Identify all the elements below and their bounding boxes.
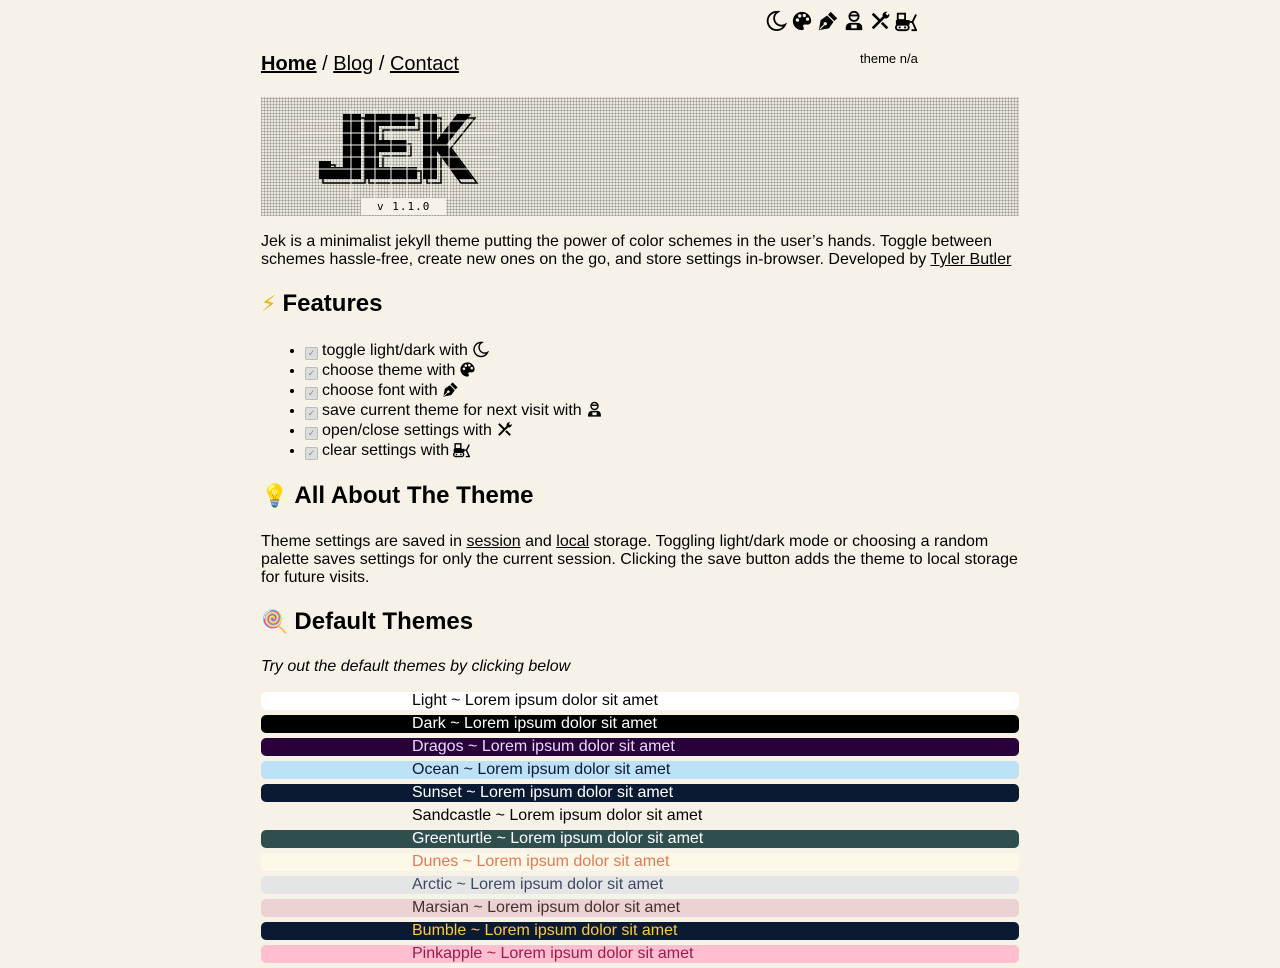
default-themes-heading bbox=[261, 608, 473, 636]
palette-icon bbox=[791, 10, 813, 37]
lightbulb-icon: 💡 bbox=[261, 483, 289, 509]
theme-button-marsian[interactable]: Marsian ~ Lorem ipsum dolor sit amet bbox=[261, 899, 1019, 917]
default-themes-title: Default Themes bbox=[294, 608, 474, 635]
jek-logo bbox=[299, 109, 499, 199]
theme-list bbox=[261, 692, 1019, 968]
bulldozer-icon bbox=[895, 10, 917, 37]
author-link[interactable]: Tyler Butler bbox=[930, 251, 1012, 268]
about-text: storage. Toggling light/dark mode or choosing a random palette saves settings for only the current session. Clicking the save button adds the theme to local storage for future visits. bbox=[261, 533, 1018, 586]
feature-label: choose theme with bbox=[322, 362, 456, 379]
main-nav bbox=[261, 53, 459, 76]
tools-button[interactable] bbox=[868, 10, 892, 36]
feature-label: save current theme for next visit with bbox=[322, 402, 582, 419]
feature-label: toggle light/dark with bbox=[322, 342, 468, 359]
about-title: All About The Theme bbox=[294, 482, 534, 509]
feature-checkbox: ✓ bbox=[305, 447, 318, 460]
feature-item bbox=[305, 421, 603, 441]
local-link[interactable]: local bbox=[556, 533, 590, 550]
settings-toolbar bbox=[764, 10, 918, 36]
user-save-icon bbox=[843, 10, 865, 37]
intro-text: Jek is a minimalist jekyll theme putting the power of color schemes in the user’s hands. Toggle between schemes hassle-free, create new ones on the go, and store settings in-browser. Developed by bbox=[261, 233, 993, 268]
pen-nib-button[interactable] bbox=[816, 10, 840, 36]
nav-home[interactable]: Home bbox=[261, 53, 317, 75]
feature-item bbox=[305, 401, 603, 421]
pen-nib-icon bbox=[817, 10, 839, 37]
feature-label: open/close settings with bbox=[322, 422, 492, 439]
theme-button-pinkapple[interactable]: Pinkapple ~ Lorem ipsum dolor sit amet bbox=[261, 945, 1019, 963]
user-save-button[interactable] bbox=[842, 10, 866, 36]
theme-button-arctic[interactable]: Arctic ~ Lorem ipsum dolor sit amet bbox=[261, 876, 1019, 894]
feature-checkbox: ✓ bbox=[305, 387, 318, 400]
lightning-icon: ⚡ bbox=[261, 291, 277, 317]
intro-paragraph bbox=[261, 233, 1019, 269]
feature-checkbox: ✓ bbox=[305, 367, 318, 380]
theme-button-greenturtle[interactable]: Greenturtle ~ Lorem ipsum dolor sit amet bbox=[261, 830, 1019, 848]
theme-button-dunes[interactable]: Dunes ~ Lorem ipsum dolor sit amet bbox=[261, 853, 1019, 871]
themes-subtitle: Try out the default themes by clicking below bbox=[261, 658, 571, 675]
user-save-icon bbox=[586, 401, 603, 424]
feature-checkbox: ✓ bbox=[305, 347, 318, 360]
bulldozer-icon bbox=[453, 441, 470, 464]
theme-button-dragos[interactable]: Dragos ~ Lorem ipsum dolor sit amet bbox=[261, 738, 1019, 756]
theme-button-dark[interactable]: Dark ~ Lorem ipsum dolor sit amet bbox=[261, 715, 1019, 733]
version-label: v 1.1.0 bbox=[361, 198, 446, 215]
tools-icon bbox=[496, 421, 513, 444]
feature-item bbox=[305, 361, 603, 381]
theme-button-ocean[interactable]: Ocean ~ Lorem ipsum dolor sit amet bbox=[261, 761, 1019, 779]
about-text: and bbox=[520, 533, 557, 550]
feature-checkbox: ✓ bbox=[305, 427, 318, 440]
feature-item bbox=[305, 441, 603, 461]
features-title: Features bbox=[282, 290, 383, 317]
bulldozer-button[interactable] bbox=[894, 10, 918, 36]
features-list bbox=[285, 341, 603, 461]
nav-blog[interactable]: Blog bbox=[333, 53, 374, 75]
lollipop-icon: 🍭 bbox=[261, 609, 289, 635]
theme-status: theme n/a bbox=[860, 51, 918, 66]
features-heading bbox=[261, 290, 383, 318]
about-heading bbox=[261, 482, 534, 510]
session-link[interactable]: session bbox=[466, 533, 521, 550]
tools-icon bbox=[869, 10, 891, 37]
feature-label: choose font with bbox=[322, 382, 438, 399]
about-text: Theme settings are saved in bbox=[261, 533, 467, 550]
feature-item bbox=[305, 381, 603, 401]
moon-icon bbox=[765, 10, 787, 37]
nav-separator: / bbox=[316, 53, 334, 75]
nav-contact[interactable]: Contact bbox=[389, 53, 459, 75]
about-paragraph bbox=[261, 533, 1019, 587]
palette-button[interactable] bbox=[790, 10, 814, 36]
feature-checkbox: ✓ bbox=[305, 407, 318, 420]
theme-button-sandcastle[interactable]: Sandcastle ~ Lorem ipsum dolor sit amet bbox=[261, 807, 1019, 825]
palette-icon bbox=[459, 361, 476, 384]
theme-button-bumble[interactable]: Bumble ~ Lorem ipsum dolor sit amet bbox=[261, 922, 1019, 940]
nav-separator: / bbox=[373, 53, 390, 75]
moon-button[interactable] bbox=[764, 10, 788, 36]
header-banner bbox=[261, 97, 1019, 216]
theme-button-sunset[interactable]: Sunset ~ Lorem ipsum dolor sit amet bbox=[261, 784, 1019, 802]
feature-label: clear settings with bbox=[322, 442, 450, 459]
theme-button-light[interactable]: Light ~ Lorem ipsum dolor sit amet bbox=[261, 692, 1019, 710]
feature-item bbox=[305, 341, 603, 361]
